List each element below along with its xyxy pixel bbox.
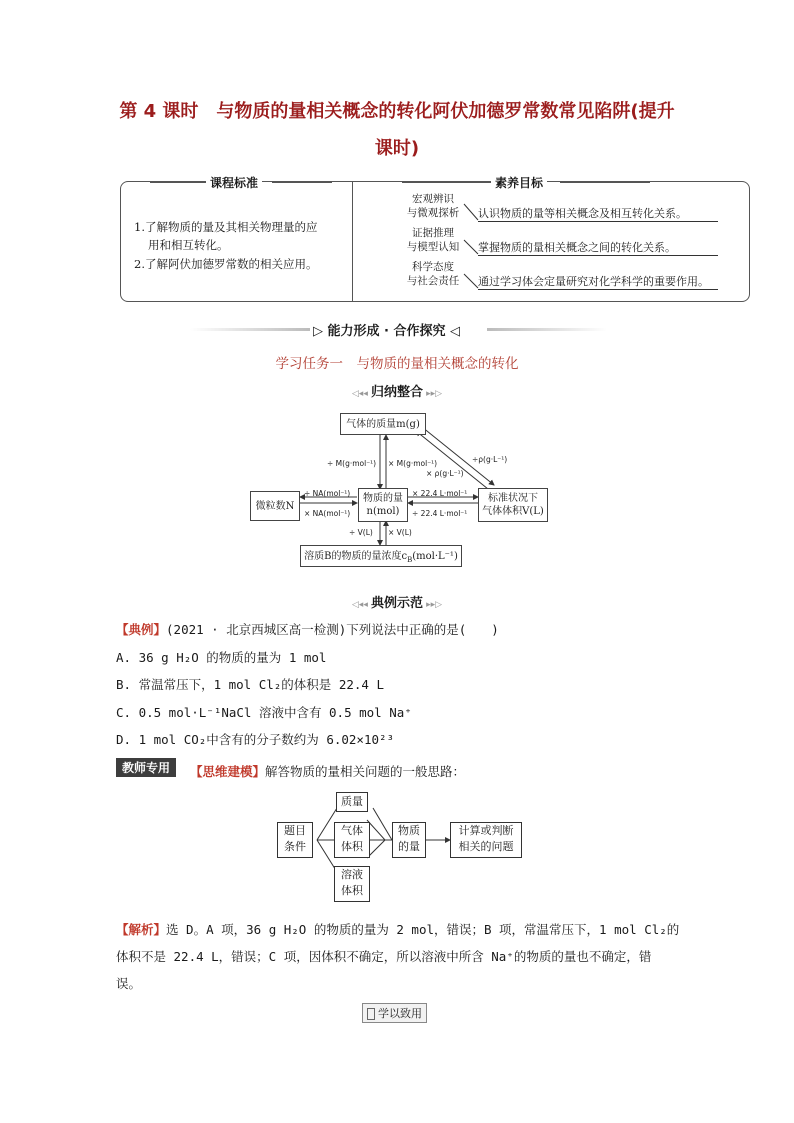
edge-label: ÷ 22.4 L·mol⁻¹ <box>412 509 468 518</box>
analysis-line: 误。 <box>116 976 142 991</box>
flow-result: 计算或判断 相关的问题 <box>450 822 522 858</box>
teacher-badge: 教师专用 <box>116 758 176 777</box>
edge-label: ÷ M(g·mol⁻¹) <box>327 459 377 468</box>
goal-label: 证据推理 与模型认知 <box>406 227 460 253</box>
goal-text: 掌握物质的量相关概念之间的转化关系。 <box>478 239 718 256</box>
edge-label: ÷ NA(mol⁻¹) <box>304 489 351 498</box>
standard-item: 1.了解物质的量及其相关物理量的应 <box>134 220 318 234</box>
apply-label: 学以致用 <box>362 1003 427 1023</box>
goal-label: 科学态度 与社会责任 <box>406 261 460 287</box>
flow-solution-volume: 溶液 体积 <box>334 866 370 902</box>
node-gas-mass: 气体的质量m(g) <box>340 413 426 435</box>
standard-item: 2.了解阿伏加德罗常数的相关应用。 <box>134 257 318 271</box>
node-particles: 微粒数N <box>250 491 300 521</box>
flow-condition: 题目 条件 <box>277 822 313 858</box>
standards-heading: 课程标准 <box>206 174 262 191</box>
analysis-line: 体积不是 22.4 L，错误；C 项，因体积不确定，所以溶液中所含 Na⁺的物质的量也不确定，错 <box>116 949 652 964</box>
node-concentration: 溶质B的物质的量浓度$c_B(mol\cdot L^{-1})$ <box>300 545 462 567</box>
page-title: 第 4 课时 与物质的量相关概念的转化阿伏加德罗常数常见陷阱(提升 <box>119 101 675 122</box>
edge-label: × NA(mol⁻¹) <box>304 509 351 518</box>
edge-label: ÷ρ(g·L⁻¹) <box>472 455 508 464</box>
edge-label: × V(L) <box>388 528 412 537</box>
book-icon <box>367 1008 375 1020</box>
standard-item: 用和相互转化。 <box>148 238 229 252</box>
standards-divider <box>352 181 353 302</box>
section-banner: ▷ 能力形成 · 合作探究 ◁ <box>313 324 461 339</box>
option-c: C. 0.5 mol·L⁻¹NaCl 溶液中含有 0.5 mol Na⁺ <box>116 705 412 720</box>
banner-rule-left <box>190 328 310 331</box>
page-title-continued: 课时) <box>374 138 420 159</box>
flow-gas-volume: 气体 体积 <box>334 822 370 858</box>
subsection-heading: ◁◂◂ 归纳整合 ▸▸▷ <box>351 385 443 400</box>
option-b: B. 常温常压下，1 mol Cl₂的体积是 22.4 L <box>116 677 384 692</box>
option-d: D. 1 mol CO₂中含有的分子数约为 6.02×10²³ <box>116 732 395 747</box>
subsection-heading: ◁◂◂ 典例示范 ▸▸▷ <box>351 596 443 611</box>
goal-connector-lines <box>462 200 482 300</box>
flow-mass: 质量 <box>336 792 368 812</box>
edge-label: × M(g·mol⁻¹) <box>388 459 438 468</box>
task-title: 学习任务一 与物质的量相关概念的转化 <box>275 356 519 372</box>
goal-text: 认识物质的量等相关概念及相互转化关系。 <box>478 205 718 222</box>
teacher-note: 【思维建模】解答物质的量相关问题的一般思路： <box>190 764 466 779</box>
option-a: A. 36 g H₂O 的物质的量为 1 mol <box>116 650 327 665</box>
node-moles: 物质的量 n(mol) <box>358 488 408 522</box>
goal-label: 宏观辨识 与微观探析 <box>406 193 460 219</box>
flow-moles: 物质 的量 <box>392 822 426 858</box>
edge-label: × 22.4 L·mol⁻¹ <box>412 489 468 498</box>
goals-heading: 素养目标 <box>491 174 547 191</box>
goal-text: 通过学习体会定量研究对化学科学的重要作用。 <box>478 273 718 290</box>
example-stem: 【典例】(2021 · 北京西城区高一检测)下列说法中正确的是( ) <box>116 622 499 637</box>
analysis-line: 【解析】选 D。A 项，36 g H₂O 的物质的量为 2 mol，错误；B 项，常温常压下，1 mol Cl₂的 <box>116 922 680 937</box>
edge-label: × ρ(g·L⁻¹) <box>426 469 464 478</box>
banner-rule-right <box>487 328 607 331</box>
node-gas-volume: 标准状况下 气体体积V(L) <box>478 488 548 522</box>
edge-label: ÷ V(L) <box>349 528 373 537</box>
